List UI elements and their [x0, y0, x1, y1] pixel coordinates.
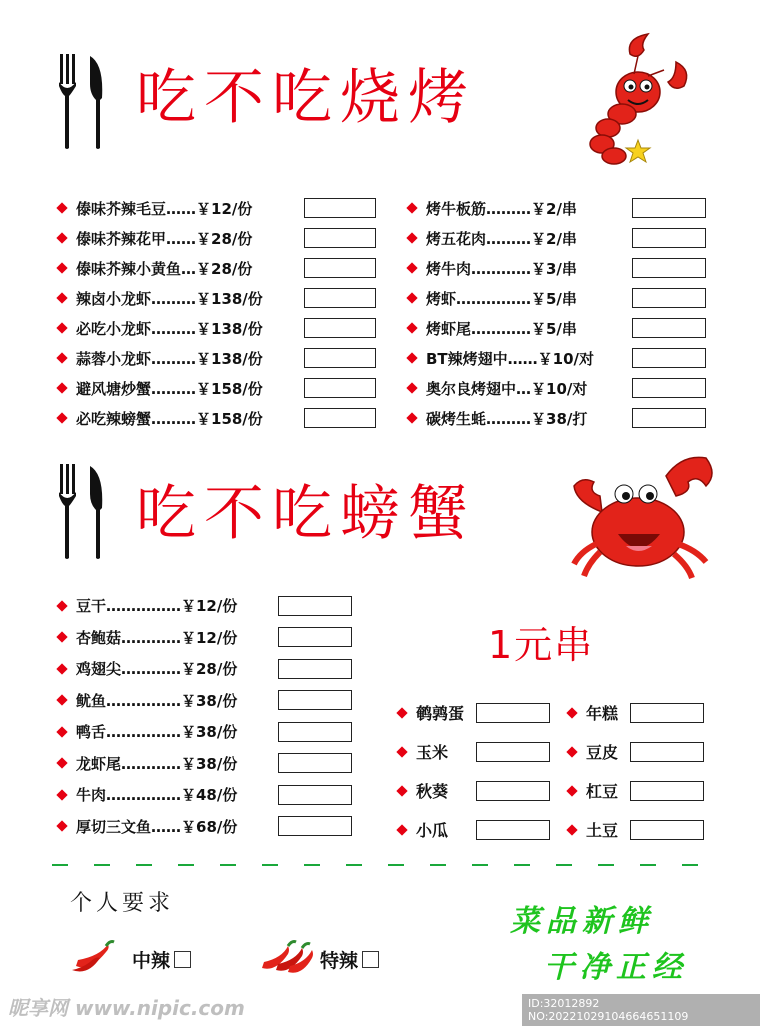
- menu-item-text: 鸡翅尖…………￥28/份: [76, 660, 238, 679]
- quantity-box[interactable]: [476, 703, 550, 723]
- menu-item: [54, 253, 376, 283]
- menu-item-text: 碳烤生蚝………￥38/打: [426, 409, 588, 428]
- slogan-line-1: 菜品新鲜: [510, 904, 654, 939]
- list-item: [394, 693, 554, 732]
- extra-spicy-label: 特辣: [320, 950, 359, 972]
- item-label: 小瓜: [416, 821, 449, 840]
- quantity-box[interactable]: [278, 785, 352, 805]
- list-item: [564, 693, 708, 732]
- bullet-icon: [396, 707, 407, 718]
- quantity-box[interactable]: [632, 288, 706, 308]
- one-yuan-left-list: [394, 693, 554, 849]
- crayfish-icon: [586, 30, 696, 166]
- quantity-box[interactable]: [278, 596, 352, 616]
- menu-item-text: 烤虾……………￥5/串: [426, 289, 577, 308]
- quantity-box[interactable]: [476, 742, 550, 762]
- watermark-id: ID:32012892 NO:20221029104664651109: [522, 994, 760, 1026]
- quantity-box[interactable]: [630, 781, 704, 801]
- bullet-icon: [566, 746, 577, 757]
- menu-item: [54, 748, 352, 780]
- bullet-icon: [56, 232, 67, 243]
- quantity-box[interactable]: [304, 348, 376, 368]
- bbq-left-list: [54, 193, 376, 433]
- menu-item-text: 辣卤小龙虾………￥138/份: [76, 289, 263, 308]
- menu-item: [54, 811, 352, 843]
- menu-item-text: 蒜蓉小龙虾………￥138/份: [76, 349, 263, 368]
- menu-item-text: 傣味芥辣小黄鱼…￥28/份: [76, 259, 253, 278]
- menu-item: [54, 343, 376, 373]
- menu-item-text: 杏鲍菇…………￥12/份: [76, 628, 238, 647]
- item-label: 鹌鹑蛋: [416, 704, 465, 723]
- menu-item: [54, 313, 376, 343]
- chili-pepper-icon: [70, 936, 116, 976]
- menu-item: [54, 283, 376, 313]
- item-label: 土豆: [586, 821, 619, 840]
- menu-item: [404, 403, 706, 433]
- menu-item: [54, 685, 352, 717]
- bullet-icon: [56, 821, 67, 832]
- slogan-line-2: 干净正经: [544, 950, 688, 985]
- list-item: [564, 810, 708, 849]
- quantity-box[interactable]: [630, 703, 704, 723]
- bullet-icon: [56, 632, 67, 643]
- quantity-box[interactable]: [278, 627, 352, 647]
- menu-item: [54, 373, 376, 403]
- item-label: 玉米: [416, 743, 449, 762]
- cutlery-icon: [56, 54, 108, 150]
- bullet-icon: [56, 202, 67, 213]
- one-yuan-right-list: [564, 693, 708, 849]
- item-label: 豆皮: [586, 743, 619, 762]
- quantity-box[interactable]: [304, 288, 376, 308]
- quantity-box[interactable]: [630, 820, 704, 840]
- quantity-box[interactable]: [304, 198, 376, 218]
- menu-item-text: 豆干……………￥12/份: [76, 597, 238, 616]
- quantity-box[interactable]: [278, 816, 352, 836]
- menu-item: [404, 373, 706, 403]
- menu-item: [404, 253, 706, 283]
- bullet-icon: [396, 746, 407, 757]
- menu-item-text: 必吃小龙虾………￥138/份: [76, 319, 263, 338]
- bullet-icon: [56, 292, 67, 303]
- bullet-icon: [406, 262, 417, 273]
- quantity-box[interactable]: [278, 690, 352, 710]
- bullet-icon: [406, 232, 417, 243]
- quantity-box[interactable]: [278, 722, 352, 742]
- bbq-title: 吃不吃烧烤: [136, 63, 476, 133]
- menu-item-text: 厚切三文鱼……￥68/份: [76, 817, 238, 836]
- menu-item-text: 傣味芥辣花甲……￥28/份: [76, 229, 253, 248]
- menu-item-text: 鱿鱼……………￥38/份: [76, 691, 238, 710]
- menu-item-text: BT辣烤翅中……￥10/对: [426, 349, 595, 368]
- bullet-icon: [56, 663, 67, 674]
- extra-spicy-option: [320, 946, 379, 973]
- menu-item-text: 傣味芥辣毛豆……￥12/份: [76, 199, 253, 218]
- medium-spicy-label: 中辣: [132, 950, 171, 972]
- menu-item-text: 烤五花肉………￥2/串: [426, 229, 577, 248]
- bullet-icon: [396, 824, 407, 835]
- bullet-icon: [406, 352, 417, 363]
- menu-item-text: 烤虾尾…………￥5/串: [426, 319, 577, 338]
- bullet-icon: [56, 726, 67, 737]
- chili-peppers-icon: [258, 936, 316, 976]
- bullet-icon: [406, 412, 417, 423]
- list-item: [394, 771, 554, 810]
- menu-item: [404, 283, 706, 313]
- quantity-box[interactable]: [304, 378, 376, 398]
- quantity-box[interactable]: [632, 348, 706, 368]
- item-label: 年糕: [586, 704, 619, 723]
- menu-item: [404, 343, 706, 373]
- menu-item-text: 龙虾尾…………￥38/份: [76, 754, 238, 773]
- quantity-box[interactable]: [632, 378, 706, 398]
- menu-item-text: 牛肉……………￥48/份: [76, 786, 238, 805]
- bullet-icon: [56, 695, 67, 706]
- menu-item-text: 必吃辣螃蟹………￥158/份: [76, 409, 263, 428]
- menu-item: [404, 193, 706, 223]
- crab-list: [54, 590, 352, 842]
- menu-item: [54, 193, 376, 223]
- quantity-box[interactable]: [632, 408, 706, 428]
- bullet-icon: [406, 322, 417, 333]
- menu-item: [54, 223, 376, 253]
- bullet-icon: [406, 292, 417, 303]
- crab-icon: [566, 452, 720, 582]
- menu-item: [54, 716, 352, 748]
- quantity-box[interactable]: [304, 228, 376, 248]
- quantity-box[interactable]: [476, 781, 550, 801]
- menu-item: [54, 590, 352, 622]
- bullet-icon: [56, 382, 67, 393]
- watermark-site: 昵享网 www.nipic.com: [8, 996, 245, 1020]
- menu-item-text: 奥尔良烤翅中…￥10/对: [426, 379, 588, 398]
- menu-item: [54, 653, 352, 685]
- list-item: [564, 732, 708, 771]
- bullet-icon: [406, 382, 417, 393]
- bbq-right-list: [404, 193, 706, 433]
- bullet-icon: [396, 785, 407, 796]
- extra-spicy-checkbox[interactable]: [362, 951, 379, 968]
- quantity-box[interactable]: [476, 820, 550, 840]
- one-yuan-title: 1元串: [488, 623, 595, 667]
- list-item: [394, 810, 554, 849]
- bullet-icon: [56, 322, 67, 333]
- cutlery-icon: [56, 464, 108, 560]
- quantity-box[interactable]: [278, 753, 352, 773]
- dashed-divider: [52, 864, 732, 866]
- item-label: 秋葵: [416, 782, 449, 801]
- quantity-box[interactable]: [304, 258, 376, 278]
- medium-spicy-checkbox[interactable]: [174, 951, 191, 968]
- quantity-box[interactable]: [278, 659, 352, 679]
- bullet-icon: [56, 758, 67, 769]
- bullet-icon: [56, 262, 67, 273]
- quantity-box[interactable]: [630, 742, 704, 762]
- menu-item-text: 烤牛肉…………￥3/串: [426, 259, 577, 278]
- menu-item: [404, 223, 706, 253]
- crab-title: 吃不吃螃蟹: [136, 479, 476, 549]
- bullet-icon: [566, 785, 577, 796]
- menu-item: [54, 779, 352, 811]
- item-label: 杠豆: [586, 782, 619, 801]
- quantity-box[interactable]: [304, 408, 376, 428]
- quantity-box[interactable]: [304, 318, 376, 338]
- menu-item-text: 鸭舌……………￥38/份: [76, 723, 238, 742]
- bullet-icon: [56, 600, 67, 611]
- quantity-box[interactable]: [632, 228, 706, 248]
- list-item: [394, 732, 554, 771]
- menu-item: [54, 622, 352, 654]
- list-item: [564, 771, 708, 810]
- quantity-box[interactable]: [632, 198, 706, 218]
- bullet-icon: [56, 412, 67, 423]
- personal-requirements-label: 个人要求: [70, 891, 175, 916]
- quantity-box[interactable]: [632, 318, 706, 338]
- bullet-icon: [406, 202, 417, 213]
- bullet-icon: [56, 789, 67, 800]
- menu-item: [54, 403, 376, 433]
- menu-item-text: 烤牛板筋………￥2/串: [426, 199, 577, 218]
- bullet-icon: [56, 352, 67, 363]
- menu-item-text: 避风塘炒蟹………￥158/份: [76, 379, 263, 398]
- medium-spicy-option: [132, 946, 191, 973]
- bullet-icon: [566, 707, 577, 718]
- bullet-icon: [566, 824, 577, 835]
- quantity-box[interactable]: [632, 258, 706, 278]
- menu-item: [404, 313, 706, 343]
